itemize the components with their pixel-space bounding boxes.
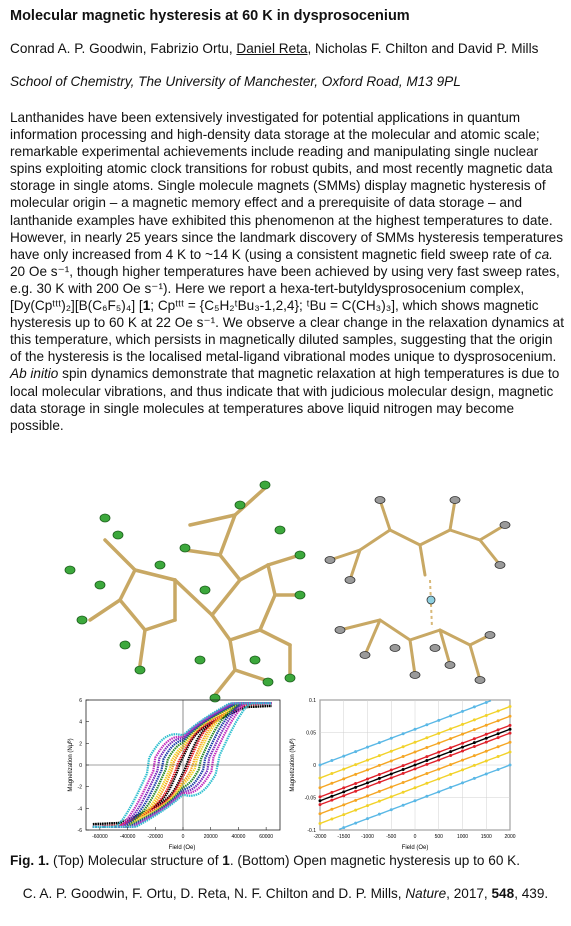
chart2-point: [449, 727, 452, 730]
chart1-ytick-label: -6: [77, 828, 82, 834]
chart2-point: [461, 710, 464, 713]
chart2-point: [390, 759, 393, 762]
chart2-point: [437, 790, 440, 793]
chart1-xtick-label: -40000: [119, 834, 136, 840]
chart2-point: [414, 760, 417, 763]
chart2-point: [497, 719, 500, 722]
chart2-point: [461, 750, 464, 753]
chart2-point: [354, 750, 357, 753]
chart1-xtick-label: 40000: [231, 834, 246, 840]
chart2-point: [319, 795, 322, 798]
chart2-point: [425, 759, 428, 762]
chart1-xtick-label: 20000: [203, 834, 218, 840]
chart1-ytick-label: 0: [79, 763, 82, 769]
chart2-point: [414, 786, 417, 789]
chart1-ytick-label: 2: [79, 741, 82, 748]
chart2-point: [437, 755, 440, 758]
abstract-part: spin dynamics demonstrate that magnetic relaxation at high temperatures is due to local molecular vibrations, and thus indicate that with judicious molecular design, magnetic data storage in single molecules at temperatures above liquid nitrogen may become possible.: [10, 366, 560, 433]
chart2-point: [449, 737, 452, 740]
chart2-point: [485, 741, 488, 744]
chart2-xtick-label: -1500: [337, 834, 351, 840]
chart2-point: [342, 790, 345, 793]
presenting-author: Daniel Reta: [236, 41, 308, 56]
chart2-point: [378, 813, 381, 816]
chart2-point: [414, 767, 417, 770]
chart2-point: [461, 742, 464, 745]
chart2-point: [402, 732, 405, 735]
chart2-point: [354, 790, 357, 793]
chart2-point: [366, 781, 369, 784]
hysteresis-chart-main: [67, 698, 280, 851]
chart2-xtick-label: -2000: [313, 834, 327, 840]
abstract-part: ; Cpᵗᵗᵗ = {C₅H₂ᵗBu₃-1,2,4}; ᵗBu = C(CH₃)₃], which shows magnetic hysteresis up to 60 K at 22 Oe s⁻¹. We observe a clear change in the relaxation dynamics at this temperature, which persists in magnetically diluted samples, suggesting that the origin of the hysteresis is the localised metal-ligand vibrational modes unique to dysprosocenium.: [10, 298, 564, 365]
chart2-point: [473, 718, 476, 721]
chart2-point: [402, 755, 405, 758]
chart1-ytick-label: -4: [77, 806, 82, 813]
chart2-point: [330, 759, 333, 762]
chart2-point: [366, 794, 369, 797]
chart2-point: [497, 768, 500, 771]
chart1-xtick-label: -20000: [147, 834, 164, 840]
chart2-point: [414, 764, 417, 767]
chart2-xtick-label: -1000: [361, 834, 374, 840]
chart2-point: [414, 728, 417, 731]
affiliation: School of Chemistry, The University of Manchester, Oxford Road, M13 9PL: [10, 74, 461, 89]
chart1-ytick-label: 4: [79, 719, 82, 726]
citation-authors: C. A. P. Goodwin, F. Ortu, D. Reta, N. F. Chilton and D. P. Mills,: [22, 886, 406, 901]
chart2-point: [342, 786, 345, 789]
chart2-point: [485, 724, 488, 727]
chart2-point: [330, 782, 333, 785]
chart1-xtick-label: 0: [181, 834, 185, 840]
chart2-point: [497, 736, 500, 739]
chart2-point: [473, 777, 476, 780]
chart2-point: [354, 822, 357, 825]
chart2-point: [497, 732, 500, 735]
chart1-xtick-label: 60000: [259, 834, 274, 840]
chart2-point: [366, 777, 369, 780]
chart2-point: [319, 812, 322, 815]
chart2-point: [497, 745, 500, 748]
chart2-point: [414, 777, 417, 780]
chart2-point: [319, 764, 322, 767]
chart2-point: [366, 817, 369, 820]
chart2-point: [378, 777, 381, 780]
chart2-point: [378, 790, 381, 793]
abstract-part: Lanthanides have been extensively investigated for potential applications in quantum information processing and high-density data storage at the molecular and atomic scale; remarkable experimental achievements include reading and manipulating single nuclear spins exploiting atomic clock transitions for robust qubits, and most recently magnetic data storage in single atoms. Single molecule magnets (SMMs) display magnetic hysteresis of molecular origin – a magnetic memory effect and a prerequisite of data storage – and lanthanide examples have exhibited this phenomenon at the highest temperatures to date. However, in nearly 25 years since the landmark discovery of SMMs hysteresis temperatures have only increased from 4 K to ~14 K (using a consistent magnetic field sweep rate of: [10, 110, 564, 262]
chart2-point: [461, 781, 464, 784]
chart2-point: [378, 764, 381, 767]
chart2-point: [437, 751, 440, 754]
chart2-point: [473, 764, 476, 767]
chart2-xtick-label: 1000: [456, 834, 469, 840]
chart2-point: [509, 741, 512, 744]
chart2-point: [473, 737, 476, 740]
chart2-point: [354, 809, 357, 812]
chart2-point: [319, 786, 322, 789]
chart2-ytick-label: -0.1: [307, 828, 316, 834]
chart2-point: [390, 769, 393, 772]
chart2-point: [366, 785, 369, 788]
chart2-point: [425, 795, 428, 798]
chart2-point: [461, 768, 464, 771]
chart2-point: [354, 786, 357, 789]
caption-text: . (Bottom) Open magnetic hysteresis up to 60 K.: [229, 853, 520, 868]
chart2-point: [509, 732, 512, 735]
chart2-point: [330, 818, 333, 821]
chart2-point: [319, 799, 322, 802]
chart1-xlabel: Field (Oe): [168, 845, 196, 851]
chart2-point: [402, 772, 405, 775]
authors-before: Conrad A. P. Goodwin, Fabrizio Ortu,: [10, 41, 237, 56]
chart2-point: [342, 826, 345, 829]
chart2-point: [461, 723, 464, 726]
chart2-point: [497, 709, 500, 712]
chart2-point: [449, 746, 452, 749]
chart2-xtick-label: 0: [413, 834, 417, 840]
citation: [10, 885, 561, 902]
chart2-point: [425, 763, 428, 766]
chart2-point: [473, 728, 476, 731]
figure-svg: [0, 470, 571, 855]
chart2-point: [509, 705, 512, 708]
chart2-point: [402, 768, 405, 771]
abstract-compound-number: 1: [142, 298, 151, 314]
chart2-ytick-label: 0.05: [306, 730, 316, 737]
chart2-point: [449, 754, 452, 757]
chart2-point: [449, 750, 452, 753]
chart2-ytick-label: -0.05: [304, 795, 316, 802]
chart1-ytick-label: 6: [79, 698, 82, 704]
chart2-point: [354, 773, 357, 776]
chart2-point: [319, 777, 322, 780]
chart2-ticks: [305, 698, 516, 840]
chart2-point: [485, 701, 488, 704]
chart2-point: [330, 799, 333, 802]
chart2-point: [425, 755, 428, 758]
abstract-italic-abinitio: Ab initio: [10, 366, 59, 382]
chart2-point: [354, 763, 357, 766]
chart2-point: [402, 764, 405, 767]
hysteresis-chart-zoom: [289, 698, 516, 851]
chart2-point: [473, 745, 476, 748]
chart2-point: [330, 795, 333, 798]
chart2-point: [461, 733, 464, 736]
chart2-point: [509, 728, 512, 731]
chart2-point: [366, 768, 369, 771]
authors-after: , Nicholas F. Chilton and David P. Mills: [307, 41, 539, 56]
chart2-point: [390, 750, 393, 753]
chart2-point: [354, 799, 357, 802]
chart1-ytick-label: -2: [77, 784, 82, 791]
chart2-point: [366, 804, 369, 807]
chart2-point: [390, 737, 393, 740]
chart2-point: [354, 782, 357, 785]
chart2-point: [509, 724, 512, 727]
chart2-point: [437, 777, 440, 780]
chart2-point: [449, 773, 452, 776]
chart2-point: [497, 728, 500, 731]
chart2-point: [425, 782, 428, 785]
chart2-point: [461, 746, 464, 749]
citation-journal: Nature: [405, 886, 447, 901]
chart2-point: [425, 736, 428, 739]
chart2-point: [390, 808, 393, 811]
chart2-xtick-label: 2000: [504, 834, 516, 840]
chart2-point: [473, 754, 476, 757]
chart2-point: [485, 759, 488, 762]
chart2-ytick-label: 0.1: [309, 698, 316, 704]
chart2-point: [449, 714, 452, 717]
chart2-point: [378, 773, 381, 776]
chart2-point: [425, 723, 428, 726]
chart2-point: [414, 751, 417, 754]
chart2-point: [449, 763, 452, 766]
chart2-point: [378, 781, 381, 784]
chart2-ylabel: Magnetization (Nμᴮ): [290, 738, 296, 792]
chart2-point: [366, 759, 369, 762]
figure-1: [0, 470, 571, 855]
chart2-point: [402, 791, 405, 794]
chart2-point: [485, 714, 488, 717]
chart2-point: [390, 795, 393, 798]
chart2-point: [402, 745, 405, 748]
caption-label: Fig. 1.: [10, 853, 50, 868]
carbon-atoms-right: [325, 497, 510, 684]
chart2-point: [342, 813, 345, 816]
chart2-point: [319, 803, 322, 806]
chart2-point: [509, 751, 512, 754]
chart2-point: [378, 741, 381, 744]
chart2-point: [473, 705, 476, 708]
chart2-point: [414, 799, 417, 802]
chart2-point: [342, 794, 345, 797]
caption-compound: 1: [222, 853, 230, 868]
chart1-xtick-label: -60000: [92, 834, 108, 840]
citation-volume: 548: [491, 886, 515, 901]
molecular-structure-left: [90, 488, 300, 695]
chart2-point: [497, 755, 500, 758]
caption-text: (Top) Molecular structure of: [49, 853, 223, 868]
chart2-point: [330, 791, 333, 794]
chart2-point: [485, 750, 488, 753]
chart2-xlabel: Field (Oe): [401, 845, 429, 851]
chart1-ylabel: Magnetization (Nμᴮ): [68, 738, 74, 792]
chart2-xtick-label: 1500: [480, 834, 492, 840]
chart2-xtick-label: 500: [434, 834, 443, 840]
chart2-point: [390, 772, 393, 775]
abstract-italic-ca: ca.: [534, 246, 553, 262]
chart2-point: [342, 755, 345, 758]
chart2-point: [378, 800, 381, 803]
chart2-xtick-label: -500: [386, 834, 397, 840]
chart2-point: [437, 768, 440, 771]
chart2-point: [342, 803, 345, 806]
chart2-point: [485, 733, 488, 736]
chart2-point: [509, 764, 512, 767]
citation-year: , 2017,: [446, 886, 492, 901]
figure-caption: [10, 853, 566, 868]
chart2-point: [485, 737, 488, 740]
chart2-point: [437, 719, 440, 722]
abstract-part: 20 Oe s⁻¹, though higher temperatures have been achieved by using very fast sweep rates, e.g. 30 K with 200 Oe s⁻¹). Here we report a hexa-tert-butyldysprosocenium complex, [Dy(Cpᵗᵗᵗ)₂][B(C₆F₅)₄] [: [10, 263, 560, 314]
chart2-point: [319, 822, 322, 825]
chart2-point: [461, 759, 464, 762]
chart2-point: [378, 754, 381, 757]
citation-pages: , 439.: [514, 886, 549, 901]
chart2-point: [449, 786, 452, 789]
molecular-structure-right: [330, 500, 505, 680]
chart2-point: [509, 715, 512, 718]
chart2-point: [437, 742, 440, 745]
chart2-point: [473, 741, 476, 744]
chart2-point: [485, 772, 488, 775]
chart2-point: [414, 741, 417, 744]
chart2-point: [342, 777, 345, 780]
chart2-point: [437, 758, 440, 761]
chart2-point: [366, 746, 369, 749]
chart2-point: [425, 746, 428, 749]
chart2-point: [437, 732, 440, 735]
chart2-point: [425, 772, 428, 775]
chart2-point: [330, 808, 333, 811]
chart2-point: [402, 781, 405, 784]
chart2-point: [390, 776, 393, 779]
chart2-point: [390, 785, 393, 788]
chart2-point: [342, 768, 345, 771]
chart2-point: [402, 804, 405, 807]
chart2-ytick-label: 0: [313, 763, 316, 769]
paper-title: Molecular magnetic hysteresis at 60 K in dysprosocenium: [10, 8, 410, 24]
abstract-text: [10, 109, 566, 434]
author-list: [10, 40, 560, 57]
chart2-point: [330, 772, 333, 775]
